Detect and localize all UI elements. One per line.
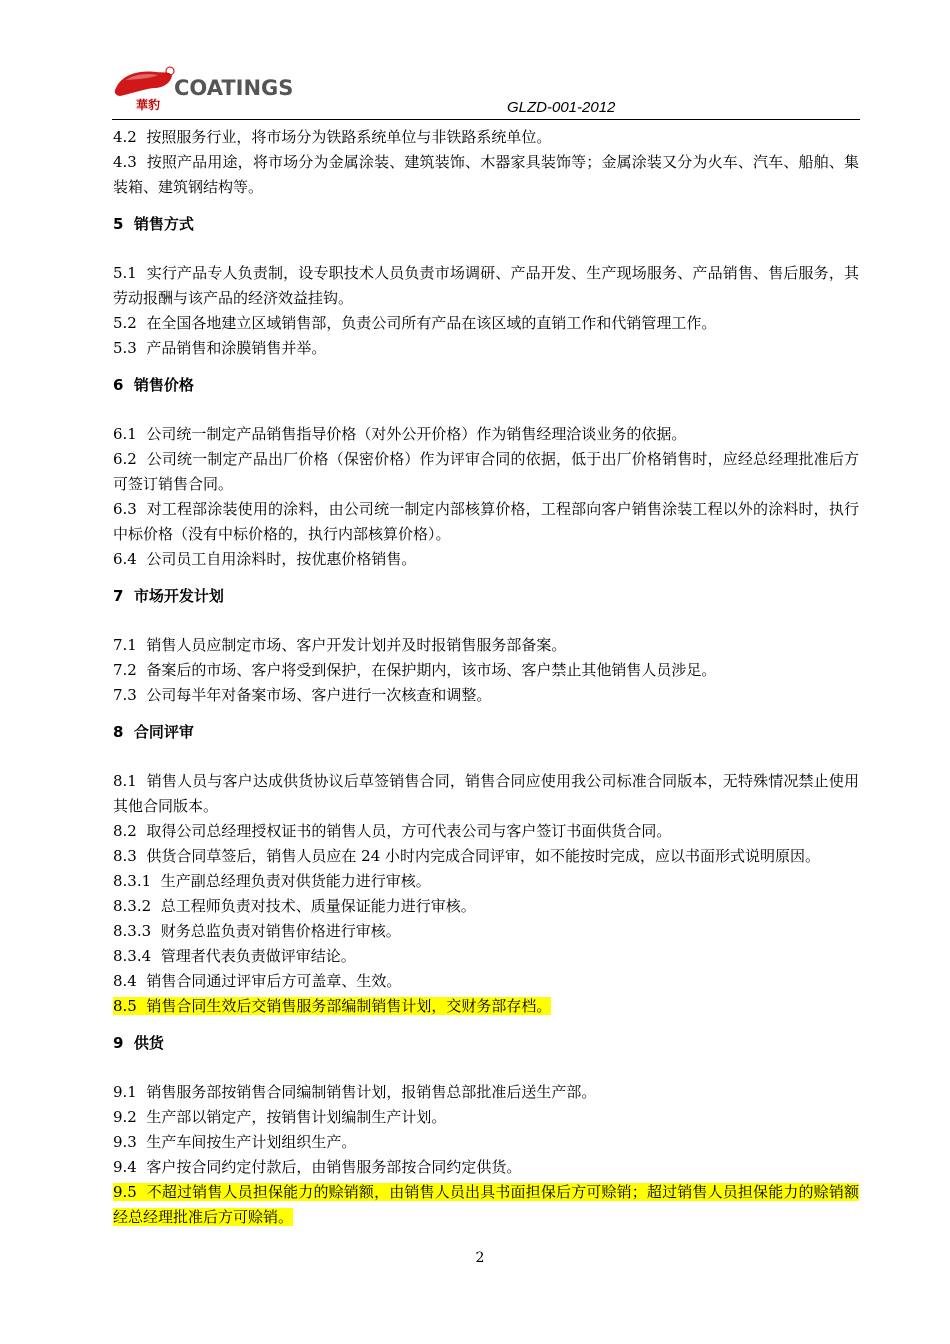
company-logo xyxy=(112,62,294,112)
paragraph: 7.3 公司每半年对备案市场、客户进行一次核查和调整。 xyxy=(113,686,492,704)
paragraph: 8.3 供货合同草签后，销售人员应在 24 小时内完成合同评审，如不能按时完成，应以书面形式说明原因。 xyxy=(113,847,821,865)
paragraph: 4.2 按照服务行业，将市场分为铁路系统单位与非铁路系统单位。 xyxy=(113,128,552,146)
section-heading: 6 销售价格 xyxy=(113,376,194,394)
paragraph: 5.1 实行产品专人负责制，设专职技术人员负责市场调研、产品开发、生产现场服务、产品销售、售后服务，其劳动报酬与该产品的经济效益挂钩。 xyxy=(113,264,859,307)
highlight-text: 9.5 不超过销售人员担保能力的赊销额，由销售人员出具书面担保后方可赊销；超过销售人员担保能力的赊销额经总经理批准后方可赊销。 xyxy=(113,1183,859,1226)
header-divider xyxy=(112,119,860,120)
logo-chinese-name: 華豹 xyxy=(136,98,161,112)
paragraph: 6.4 公司员工自用涂料时，按优惠价格销售。 xyxy=(113,550,417,568)
paragraph: 8.4 销售合同通过评审后方可盖章、生效。 xyxy=(113,972,402,990)
paragraph: 6.2 公司统一制定产品出厂价格（保密价格）作为评审合同的依据，低于出厂价格销售时，应经总经理批准后方可签订销售合同。 xyxy=(113,450,859,493)
paragraph: 8.3.2 总工程师负责对技术、质量保证能力进行审核。 xyxy=(113,897,476,915)
paragraph: 7.1 销售人员应制定市场、客户开发计划并及时报销售服务部备案。 xyxy=(113,636,567,654)
paragraph: 6.1 公司统一制定产品销售指导价格（对外公开价格）作为销售经理洽谈业务的依据。 xyxy=(113,425,687,443)
paragraph: 8.3.4 管理者代表负责做评审结论。 xyxy=(113,947,356,965)
paragraph: 9.1 销售服务部按销售合同编制销售计划，报销售总部批准后送生产部。 xyxy=(113,1083,597,1101)
paragraph: 8.3.3 财务总监负责对销售价格进行审核。 xyxy=(113,922,401,940)
page-header xyxy=(112,62,860,120)
document-body xyxy=(113,125,859,1230)
section-heading: 7 市场开发计划 xyxy=(113,587,224,605)
section-heading: 8 合同评审 xyxy=(113,723,194,741)
paragraph: 8.2 取得公司总经理授权证书的销售人员，方可代表公司与客户签订书面供货合同。 xyxy=(113,822,672,840)
section-heading: 5 销售方式 xyxy=(113,215,194,233)
paragraph: 6.3 对工程部涂装使用的涂料，由公司统一制定内部核算价格，工程部向客户销售涂装工程以外的涂料时，执行中标价格（没有中标价格的，执行内部核算价格）。 xyxy=(113,500,859,543)
paragraph: 5.3 产品销售和涂膜销售并举。 xyxy=(113,339,327,357)
paragraph: 9.4 客户按合同约定付款后，由销售服务部按合同约定供货。 xyxy=(113,1158,522,1176)
highlighted-paragraph xyxy=(113,1180,859,1230)
paragraph: 4.3 按照产品用途，将市场分为金属涂装、建筑装饰、木器家具装饰等；金属涂装又分为火车、汽车、船舶、集装箱、建筑钢结构等。 xyxy=(113,153,859,196)
highlighted-paragraph xyxy=(113,994,859,1019)
paragraph: 8.1 销售人员与客户达成供货协议后草签销售合同，销售合同应使用我公司标准合同版本，无特殊情况禁止使用其他合同版本。 xyxy=(113,772,859,815)
logo-text: COATINGS xyxy=(174,76,294,100)
paragraph: 8.3.1 生产副总经理负责对供货能力进行审核。 xyxy=(113,872,431,890)
paragraph: 9.3 生产车间按生产计划组织生产。 xyxy=(113,1133,357,1151)
document-number: GLZD-001-2012 xyxy=(507,99,616,116)
section-heading: 9 供货 xyxy=(113,1034,164,1052)
page-number: 2 xyxy=(475,1250,485,1266)
highlight-text: 8.5 销售合同生效后交销售服务部编制销售计划，交财务部存档。 xyxy=(113,997,552,1015)
paragraph: 5.2 在全国各地建立区域销售部，负责公司所有产品在该区域的直销工作和代销管理工作。 xyxy=(113,314,717,332)
paragraph: 7.2 备案后的市场、客户将受到保护，在保护期内，该市场、客户禁止其他销售人员涉足。 xyxy=(113,661,717,679)
paragraph: 9.2 生产部以销定产，按销售计划编制生产计划。 xyxy=(113,1108,447,1126)
